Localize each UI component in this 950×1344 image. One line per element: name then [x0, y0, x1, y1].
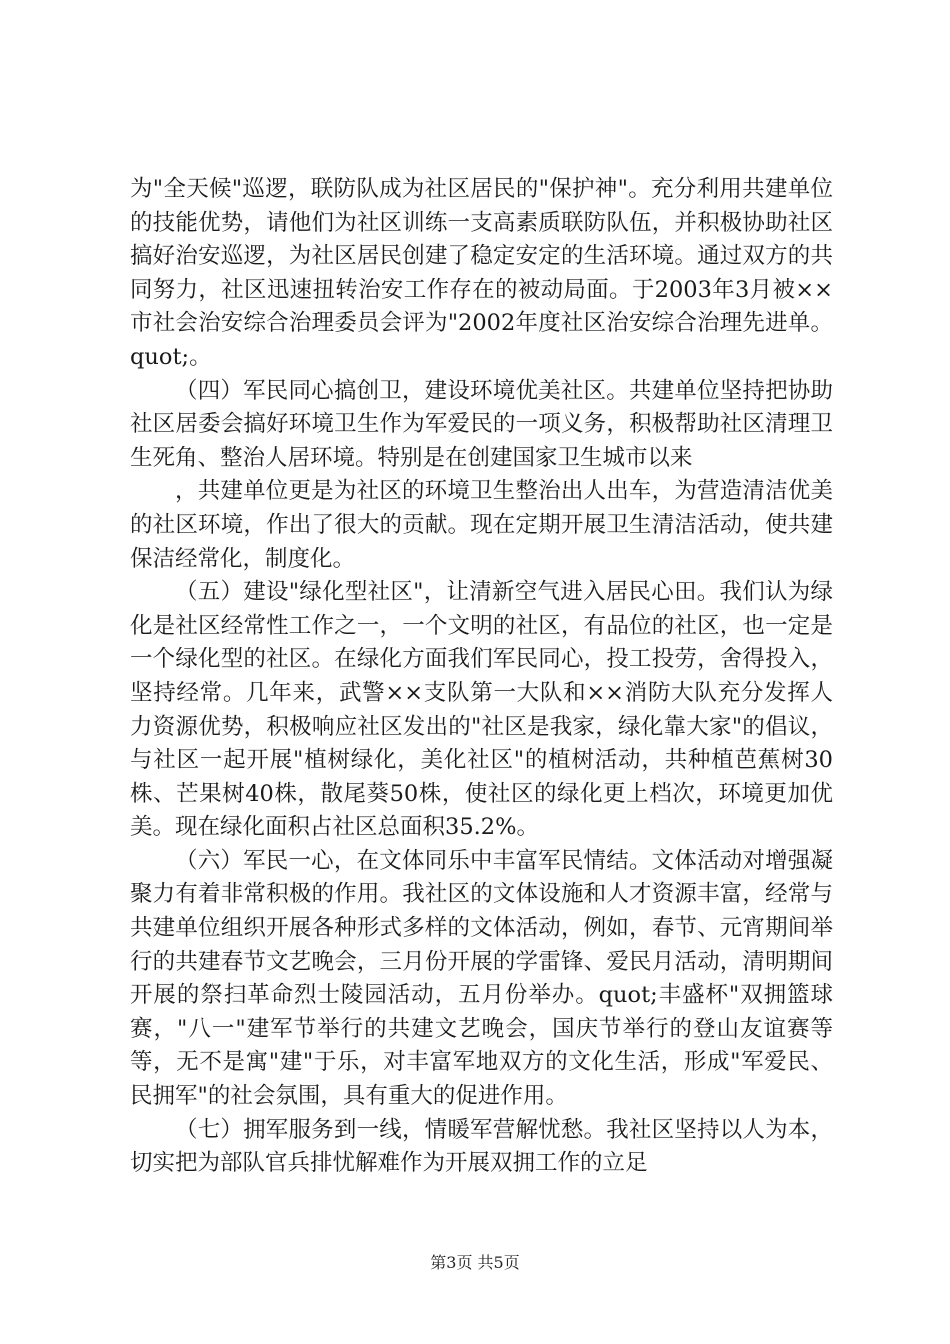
paragraph-2: （四）军民同心搞创卫，建设环境优美社区。共建单位坚持把协助社区居委会搞好环境卫生作为军爱民的一项义务，积极帮助社区清理卫生死角、整治人居环境。特别是在创建国家卫生城市以来	[130, 377, 833, 471]
paragraph-6: （七）拥军服务到一线，情暖军营解忧愁。我社区坚持以人为本，切实把为部队官兵排忧解难作为开展双拥工作的立足	[130, 1116, 833, 1177]
paragraph-1: 为"全天候"巡逻，联防队成为社区居民的"保护神"。充分利用共建单位的技能优势，请他们为社区训练一支高素质联防队伍，并积极协助社区搞好治安巡逻，为社区居民创建了稳定安定的生活环境。通过双方的共同努力，社区迅速扭转治安工作存在的被动局面。于2003年3月被××市社会治安综合治理委员会评为"2002年度社区治安综合治理先进单。quot;。	[130, 176, 833, 370]
document-body	[130, 173, 833, 1181]
page-footer: 第3页 共5页	[430, 1253, 520, 1272]
paragraph-5: （六）军民一心，在文体同乐中丰富军民情结。文体活动对增强凝聚力有着非常积极的作用。我社区的文体设施和人才资源丰富，经常与共建单位组织开展各种形式多样的文体活动，例如，春节、元宵期间举行的共建春节文艺晚会，三月份开展的学雷锋、爱民月活动，清明期间开展的祭扫革命烈士陵园活动，五月份举办。quot;丰盛杯"双拥篮球赛，"八一"建军节举行的共建文艺晚会，国庆节举行的登山友谊赛等等，无不是寓"建"于乐，对丰富军地双方的文化生活，形成"军爱民、民拥军"的社会氛围，具有重大的促进作用。	[130, 847, 833, 1110]
paragraph-3: ，共建单位更是为社区的环境卫生整治出人出车，为营造清洁优美的社区环境，作出了很大的贡献。现在定期开展卫生清洁活动，使共建保洁经常化，制度化。	[130, 478, 833, 572]
paragraph-4: （五）建设"绿化型社区"，让清新空气进入居民心田。我们认为绿化是社区经常性工作之一，一个文明的社区，有品位的社区，也一定是一个绿化型的社区。在绿化方面我们军民同心，投工投劳，舍得投入，坚持经常。几年来，武警××支队第一大队和××消防大队充分发挥人力资源优势，积极响应社区发出的"社区是我家，绿化靠大家"的倡议，与社区一起开展"植树绿化，美化社区"的植树活动，共种植芭蕉树30株、芒果树40株，散尾葵50株，使社区的绿化更上档次，环境更加优美。现在绿化面积占社区总面积35.2%。	[130, 579, 833, 841]
